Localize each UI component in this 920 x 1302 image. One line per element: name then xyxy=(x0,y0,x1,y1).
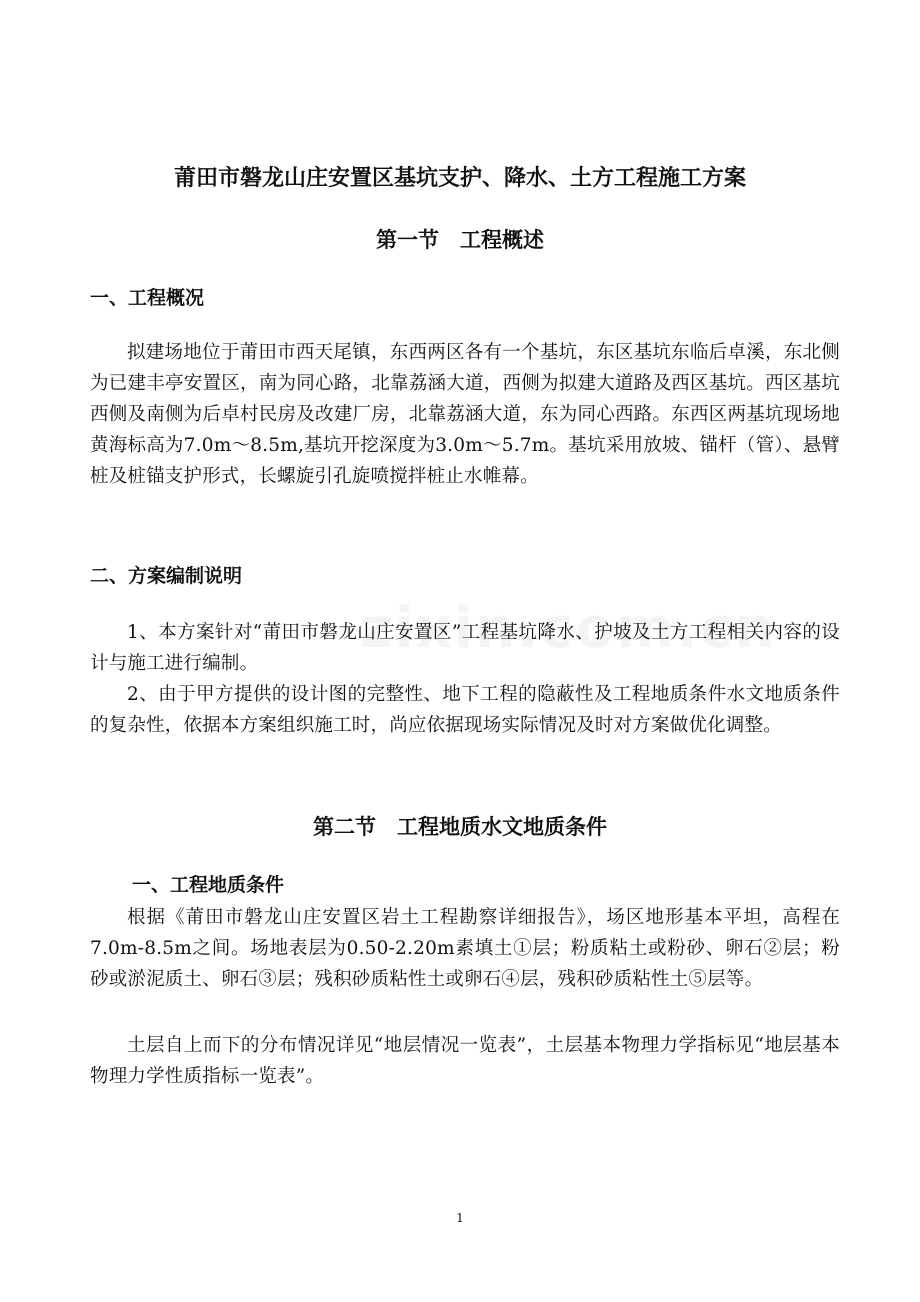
page-number: 1 xyxy=(456,1211,464,1225)
section-1-heading-1: 一、工程概况 xyxy=(90,287,205,309)
section-1-paragraph-1: 拟建场地位于莆田市西天尾镇，东西两区各有一个基坑，东区基坑东临后卓溪，东北侧为已建丰亭安置区，南为同心路，北靠荔涵大道，西侧为拟建大道路及西区基坑。西区基坑西侧及南侧为后卓村民房及改建厂房，北靠荔涵大道，东为同心西路。东西区两基坑现场地黄海标高为7.0m～8.5m,基坑开挖深度为3.0m～5.7m。基坑采用放坡、锚杆（管）、悬臂桩及桩锚支护形式，长螺旋引孔旋喷搅拌桩止水帷幕。 xyxy=(90,342,840,487)
section-2-title: 第二节 工程地质水文地质条件 xyxy=(313,815,607,839)
section-1-title: 第一节 工程概述 xyxy=(376,228,544,252)
document-title: 莆田市磐龙山庄安置区基坑支护、降水、土方工程施工方案 xyxy=(173,166,746,191)
section-1-paragraph-3: 2、由于甲方提供的设计图的完整性、地下工程的隐蔽性及工程地质条件水文地质条件的复杂性，依据本方案组织施工时，尚应依据现场实际情况及时对方案做优化调整。 xyxy=(90,684,840,736)
section-1-heading-2: 二、方案编制说明 xyxy=(90,565,243,587)
section-2-paragraph-2: 土层自上而下的分布情况详见“地层情况一览表”，土层基本物理力学指标见“地层基本物理力学性质指标一览表”。 xyxy=(90,1035,840,1087)
section-2-paragraph-1: 根据《莆田市磐龙山庄安置区岩土工程勘察详细报告》，场区地形基本平坦，高程在7.0m-8.5m之间。场地表层为0.50-2.20m素填土①层；粉质粘土或粉砂、卵石②层；粉砂或淤泥质土、卵石③层；残积砂质粘性土或卵石④层，残积砂质粘性土⑤层等。 xyxy=(90,907,840,990)
section-1-paragraph-2: 1、本方案针对“莆田市磐龙山庄安置区”工程基坑降水、护坡及土方工程相关内容的设计与施工进行编制。 xyxy=(90,622,840,674)
section-2-heading-1: 一、工程地质条件 xyxy=(132,874,285,896)
